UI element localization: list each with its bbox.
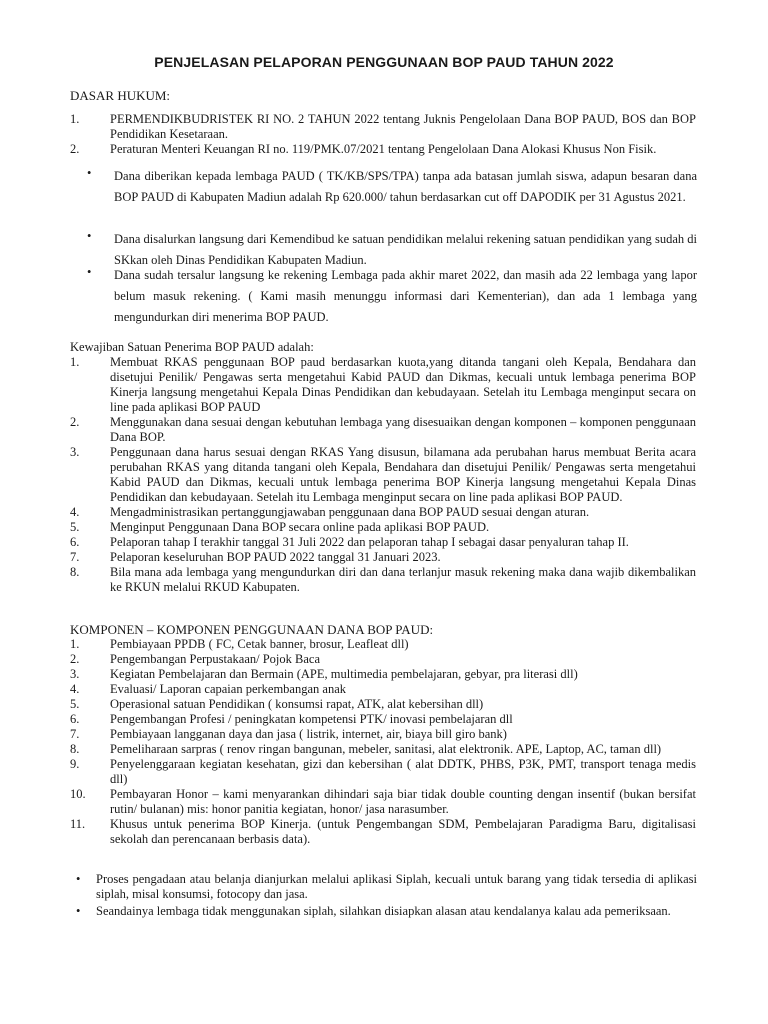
- dasar-hukum-list: [70, 112, 696, 157]
- list-item: 1. Pembiayaan PPDB ( FC, Cetak banner, brosur, Leafleat dll): [70, 637, 409, 651]
- list-item: 3. Kegiatan Pembelajaran dan Bermain (APE, multimedia pembelajaran, gebyar, pra literasi dll): [70, 667, 578, 681]
- list-item: 2. Menggunakan dana sesuai dengan kebutuhan lembaga yang disesuaikan dengan komponen – komponen penggunaan Dana BOP.: [70, 415, 696, 444]
- bullet-glyph: •: [87, 265, 92, 279]
- list-item: 6. Pengembangan Profesi / peningkatan kompetensi PTK/ inovasi pembelajaran dll: [70, 712, 513, 726]
- list-item: 2. Pengembangan Perpustakaan/ Pojok Baca: [70, 652, 321, 666]
- list-item: 9. Penyelenggaraan kegiatan kesehatan, gizi dan kebersihan ( alat DDTK, PHBS, P3K, PMT, transport tenaga medis dll): [70, 757, 696, 786]
- komponen-label: KOMPONEN – KOMPONEN PENGGUNAAN DANA BOP PAUD:: [70, 622, 434, 637]
- list-item: 10. Pembayaran Honor – kami menyarankan dihindari saja biar tidak double counting dengan insentif (bukan bersifat rutin/ bulanan) mis: honor panitia kegiatan, honor/ jasa narasumber.: [70, 787, 696, 816]
- list-item: 11. Khusus untuk penerima BOP Kinerja. (untuk Pengembangan SDM, Pembelajaran Paradigma Baru, digitalisasi sekolah dan perencanaan berbasis data).: [70, 817, 696, 846]
- bullet-glyph: •: [76, 904, 81, 918]
- note-bullet-2: • Seandainya lembaga tidak menggunakan siplah, silahkan disiapkan alasan atau kendalanya kalau ada pemeriksaan.: [76, 904, 671, 918]
- bullet-glyph: •: [87, 166, 92, 180]
- dasar-hukum-label: DASAR HUKUM:: [70, 88, 171, 103]
- list-item: 1. PERMENDIKBUDRISTEK RI NO. 2 TAHUN 2022 tentang Juknis Pengelolaan Dana BOP PAUD, BOS dan BOP Pendidikan Kesetaraan.: [70, 112, 696, 141]
- komponen-list: [70, 637, 696, 847]
- list-item: 7. Pelaporan keseluruhan BOP PAUD 2022 tanggal 31 Januari 2023.: [70, 550, 441, 564]
- list-item: 5. Operasional satuan Pendidikan ( konsumsi rapat, ATK, alat kebersihan dll): [70, 697, 484, 711]
- list-item: 1. Membuat RKAS penggunaan BOP paud berdasarkan kuota,yang ditanda tangani oleh Kepala, Bendahara dan disetujui Penilik/ Pengawas serta mengetahui Kabid PAUD dan Dikmas, kecuali untuk lembaga penerima BOP Kinerja langsung mengetahui Kepala Dinas Pendidikan dan kebudayaan. Setelah itu Lembaga menginput secara on line pada aplikasi BOP PAUD: [70, 355, 696, 414]
- note-bullet-1: • Proses pengadaan atau belanja dianjurkan melalui aplikasi Siplah, kecuali untuk barang yang tidak tersedia di aplikasi siplah, misal konsumsi, fotocopy dan jasa.: [76, 872, 697, 901]
- bullet-glyph: •: [87, 229, 92, 243]
- list-item: 5. Menginput Penggunaan Dana BOP secara online pada aplikasi BOP PAUD.: [70, 520, 490, 534]
- bullet-glyph: •: [76, 872, 81, 886]
- list-item: 3. Penggunaan dana harus sesuai dengan RKAS Yang disusun, bilamana ada perubahan harus membuat Berita acara perubahan RKAS yang ditanda tangani oleh Kepala, Bendahara dan disetujui Penilik/ Pengawas serta mengetahui Kabid PAUD dan Dikmas, kecuali untuk lembaga penerima BOP Kinerja langsung mengetahui Kepala Dinas Pendidikan dan kebudayaan. Setelah itu Lembaga menginput secara on line pada aplikasi BOP PAUD.: [70, 445, 696, 504]
- list-item: 4. Evaluasi/ Laporan capaian perkembangan anak: [70, 682, 346, 696]
- dasar-bullet-1: • Dana diberikan kepada lembaga PAUD ( TK/KB/SPS/TPA) tanpa ada batasan jumlah siswa, adapun besaran dana BOP PAUD di Kabupaten Madiun adalah Rp 620.000/ tahun berdasarkan cut off DAPODIK per 31 Agustus 2021.: [87, 166, 697, 204]
- list-item: 6. Pelaporan tahap I terakhir tanggal 31 Juli 2022 dan pelaporan tahap I sebagai dasar penyaluran tahap II.: [70, 535, 629, 549]
- list-item: 7. Pembiayaan langganan daya dan jasa ( listrik, internet, air, biaya bill giro bank): [70, 727, 507, 741]
- list-item: 2. Peraturan Menteri Keuangan RI no. 119/PMK.07/2021 tentang Pengelolaan Dana Alokasi Khusus Non Fisik.: [70, 142, 657, 156]
- list-item: 8. Bila mana ada lembaga yang mengundurkan diri dan dana terlanjur masuk rekening maka dana wajib dikembalikan ke RKUN melalui RKUD Kabupaten.: [70, 565, 696, 594]
- document-title: PENJELASAN PELAPORAN PENGGUNAAN BOP PAUD TAHUN 2022: [154, 54, 614, 70]
- dasar-bullet-2: • Dana disalurkan langsung dari Kemendibud ke satuan pendidikan melalui rekening satuan pendidikan yang sudah di SKkan oleh Dinas Pendidikan Kabupaten Madiun.: [87, 229, 697, 267]
- list-item: 8. Pemeliharaan sarpras ( renov ringan bangunan, mebeler, sanitasi, alat elektronik. APE, Laptop, AC, taman dll): [70, 742, 662, 756]
- list-item: 4. Mengadministrasikan pertanggungjawaban penggunaan dana BOP PAUD sesuai dengan aturan.: [70, 505, 590, 519]
- kewajiban-label: Kewajiban Satuan Penerima BOP PAUD adalah:: [70, 340, 314, 354]
- dasar-bullet-3: • Dana sudah tersalur langsung ke rekening Lembaga pada akhir maret 2022, dan masih ada 22 lembaga yang lapor belum masuk rekening. ( Kami masih menunggu informasi dari Kementerian), dan ada 1 lembaga yang mengundurkan diri menerima BOP PAUD.: [87, 265, 697, 324]
- kewajiban-list: [70, 355, 696, 595]
